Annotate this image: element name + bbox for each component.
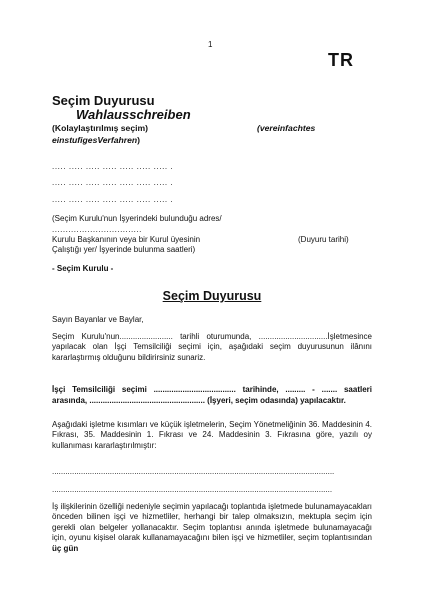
subtitle-line2-de: einstufigesVerfahren (52, 135, 138, 145)
issuer: - Seçim Kurulu - (52, 264, 114, 273)
address-dotted-line: ..... ..... ..... ..... ..... ..... ..... . (52, 178, 174, 187)
paragraph-election-date: İşçi Temsilciliği seçimi ..................................... tarihinde, ......... - ....... saatleri arasında, .................................................... (İşyeri, seçim odasında) yapılacaktır. (52, 385, 372, 405)
paragraph-postal-vote: Aşağıdaki işletme kısımları ve küçük işletmelerin, Seçim Yönetmeliğinin 36. Maddesinin 4. Fıkrası, 35. Maddesinin 1. Fıkrası ve 24. Maddesinin 3. Fıkrasına göre, yazılı oy kullanıması kararlaştırılmıştır: (52, 420, 372, 450)
address-dotted-line: ..... ..... ..... ..... ..... ..... ..... . (52, 195, 174, 204)
language-code: TR (328, 50, 354, 70)
subtitle-line2-close: ) (137, 135, 141, 145)
salutation: Sayın Bayanlar ve Baylar, (52, 315, 144, 324)
address-dotted-line: ..... ..... ..... ..... ..... ..... ..... . (52, 162, 174, 171)
paragraph-absentees (52, 502, 372, 564)
subtitle-right-de: (vereinfachtes (257, 123, 316, 133)
signature-dots: ................................. (52, 225, 142, 234)
page-number: 1 (208, 40, 213, 49)
date-label: (Duyuru tarihi) (298, 235, 349, 244)
address-note: (Seçim Kurulu'nun İşyerindeki bulunduğu adres/ (52, 214, 222, 223)
heading-title-tr: Seçim Duyurusu (52, 93, 155, 108)
paragraph-intro: Seçim Kurulu'nun........................ tarihli oturumunda, ...............................İşletmesince yapılacak olan İşçi Temsilciliği seçimi için, aşağıdaki seçim duyurusunun ilânını kararlaştırmış olduğunu bildirirsiniz sunariz. (52, 332, 372, 362)
hours-label: Çalıştığı yer/ İşyerinde bulunma saatleri) (52, 245, 196, 254)
heading-subtitle (52, 122, 370, 146)
paragraph-absentees-bold-end: üç gün (52, 543, 79, 553)
dotted-line-long: ............................................................................................................................... (52, 467, 335, 476)
heading-title-de: Wahlausschreiben (76, 107, 191, 122)
paragraph-absentees-text: İş ilişkilerinin özelliği nedeniyle seçimin yapılacağı toplantıda işletmede bulunamayacakları önceden bilinen işçi ve hizmetliler, herhangi bir talep olmaksızın, mektupla seçim için gerekli olan belgeler yollanacaktır. Seçim toplantısı anında işletmede bulunamayacağı için, oyunu kişisel olarak kullanamayacağını bilen işçi ve hizmetliler, seçim toplantısından (52, 502, 372, 543)
document-title: Seçim Duyurusu (162, 289, 262, 303)
chair-label: Kurulu Başkanının veya bir Kurul üyesinin (52, 235, 201, 244)
subtitle-left-tr: (Kolaylaştırılmış seçim) (52, 123, 149, 133)
dotted-line-long: .............................................................................................................................. (52, 485, 333, 494)
